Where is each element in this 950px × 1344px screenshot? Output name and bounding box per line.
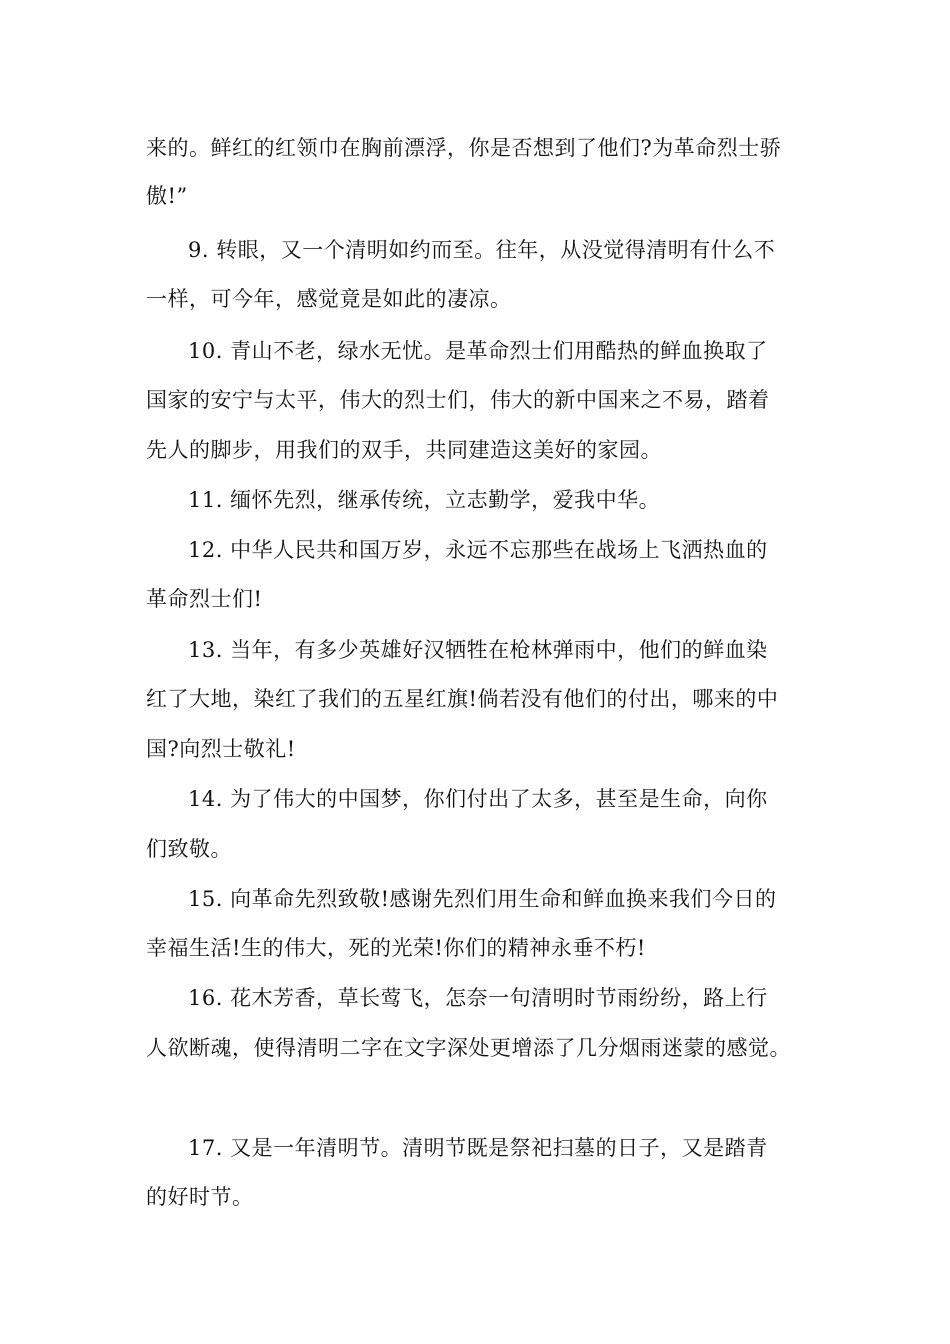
text-line: 11. 缅怀先烈，继承传统，立志勤学，爱我中华。	[188, 488, 661, 512]
text-line: 10. 青山不老，绿水无忧。是革命烈士们用酷热的鲜血换取了	[188, 339, 768, 363]
text-line: 12. 中华人民共和国万岁，永远不忘那些在战场上飞洒热血的	[188, 538, 768, 562]
text-line: 革命烈士们!	[146, 587, 263, 611]
text-line: 国?向烈士敬礼!	[146, 737, 296, 761]
text-line: 们致敬。	[146, 837, 232, 861]
text-line: 16. 花木芳香，草长莺飞，怎奈一句清明时节雨纷纷，路上行	[188, 986, 768, 1010]
text-line: 14. 为了伟大的中国梦，你们付出了太多，甚至是生命，向你	[188, 787, 768, 811]
text-line: 一样，可今年，感觉竟是如此的凄凉。	[146, 287, 512, 311]
text-line: 15. 向革命先烈致敬!感谢先烈们用生命和鲜血换来我们今日的	[188, 887, 777, 911]
text-line: 红了大地，染红了我们的五星红旗!倘若没有他们的付出，哪来的中	[146, 687, 779, 711]
text-line: 13. 当年，有多少英雄好汉牺牲在枪林弹雨中，他们的鲜血染	[188, 638, 768, 662]
text-line: 傲!”	[146, 184, 188, 208]
text-line: 幸福生活!生的伟大，死的光荣!你们的精神永垂不朽!	[146, 936, 646, 960]
text-line: 国家的安宁与太平，伟大的烈士们，伟大的新中国来之不易，踏着	[146, 388, 770, 412]
text-line: 来的。鲜红的红领巾在胸前漂浮，你是否想到了他们?为革命烈士骄	[146, 136, 782, 160]
text-line: 9. 转眼，又一个清明如约而至。往年，从没觉得清明有什么不	[188, 238, 776, 262]
text-line: 先人的脚步，用我们的双手，共同建造这美好的家园。	[146, 438, 662, 462]
text-line: 人欲断魂，使得清明二字在文字深处更增添了几分烟雨迷蒙的感觉。	[146, 1036, 791, 1060]
text-line: 的好时节。	[146, 1185, 254, 1209]
text-line: 17. 又是一年清明节。清明节既是祭祀扫墓的日子，又是踏青	[188, 1136, 768, 1160]
